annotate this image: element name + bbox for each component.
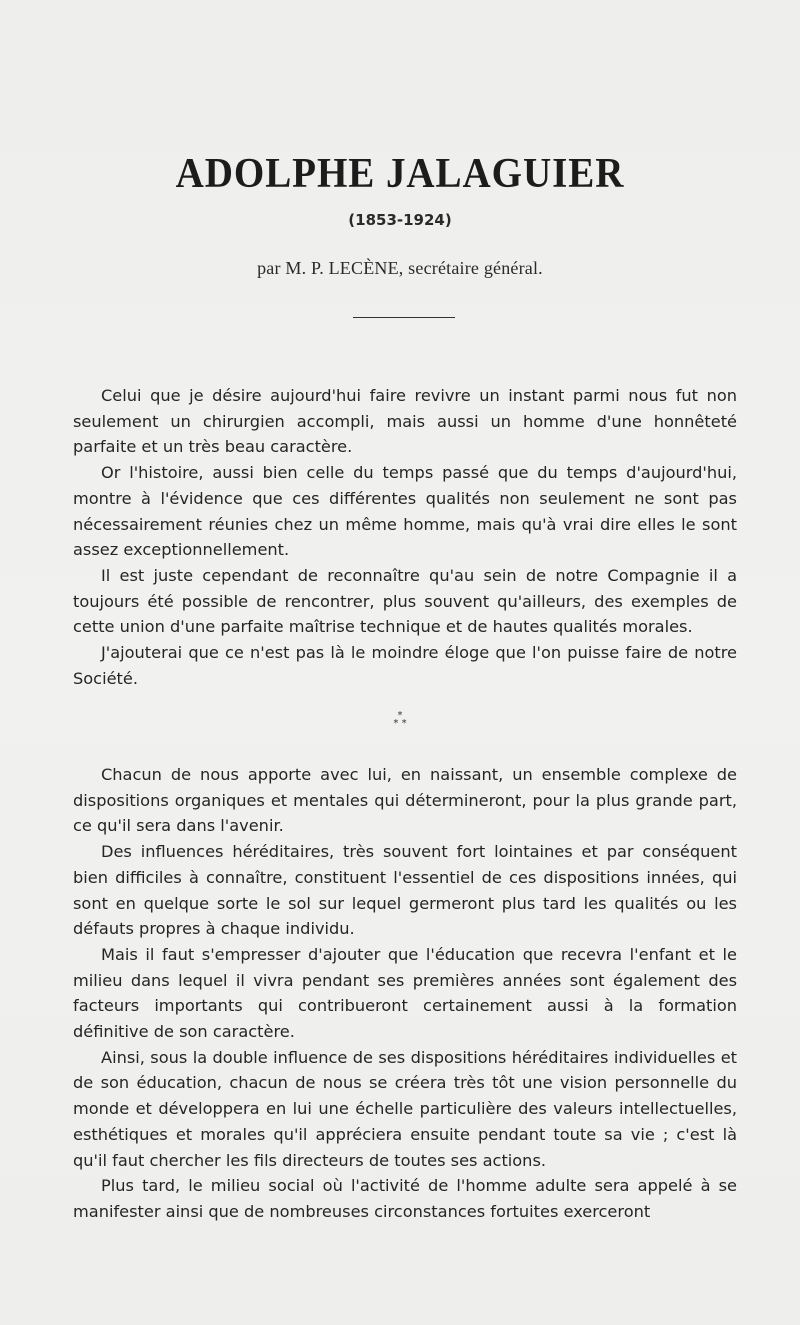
paragraph: Ainsi, sous la double influence de ses dispositions héréditaires individuelles et de son éducation, chacun de nous se créera très tôt une vision personnelle du monde et développera en lui une échelle particulière des valeurs intellectuelles, esthétiques et morales qu'il appréciera ensuite pendant toute sa vie ; c'est là qu'il faut chercher les fils directeurs de toutes ses actions.	[73, 1047, 737, 1170]
paragraph: Chacun de nous apporte avec lui, en naissant, un ensemble complexe de dispositions organiques et mentales qui détermineront, pour la plus grande part, ce qu'il sera dans l'avenir.	[73, 765, 737, 836]
paragraph: Des influences héréditaires, très souvent fort lointaines et par conséquent bien difficiles à connaître, constituent l'essentiel de ces dispositions innées, qui sont en quelque sorte le sol sur lequel germeront plus tard les qualités ou les défauts propres à chaque individu.	[73, 842, 737, 939]
ornament-star-top: *	[397, 710, 403, 721]
paragraph: Celui que je désire aujourd'hui faire revivre un instant parmi nous fut non seulement un chirurgien accompli, mais aussi un homme d'une honnêteté parfaite et un très beau caractère.	[73, 386, 737, 457]
paragraph: Mais il faut s'empresser d'ajouter que l'éducation que recevra l'enfant et le milieu dans lequel il vivra pendant ses premières années sont également des facteurs importants qui contribueront certainement aussi à la formation définitive de son caractère.	[73, 944, 737, 1042]
section-ornament	[0, 712, 800, 728]
title-rule	[353, 317, 455, 318]
article-byline: par M. P. LECÈNE, secrétaire général.	[257, 258, 543, 278]
section-2-text	[73, 762, 737, 1225]
paragraph: Plus tard, le milieu social où l'activité de l'homme adulte sera appelé à se manifester ainsi que de nombreuses circonstances fortuites exerceront	[73, 1176, 737, 1221]
paragraph: Il est juste cependant de reconnaître qu'au sein de notre Compagnie il a toujours été possible de rencontrer, plus souvent qu'ailleurs, des exemples de cette union d'une parfaite maîtrise technique et de hautes qualités morales.	[73, 565, 737, 637]
paragraph: Or l'histoire, aussi bien celle du temps passé que du temps d'aujourd'hui, montre à l'évidence que ces différentes qualités non seulement ne sont pas nécessairement réunies chez un même homme, mais qu'à vrai dire elles le sont assez exceptionnellement.	[73, 463, 737, 560]
article-title: ADOLPHE JALAGUIER	[175, 151, 625, 197]
paragraph: J'ajouterai que ce n'est pas là le moindre éloge que l'on puisse faire de notre Société.	[73, 643, 737, 688]
section-1-text	[73, 383, 737, 691]
ornament-star-bottom: * *	[393, 718, 407, 729]
article-dates: (1853-1924)	[348, 211, 452, 229]
